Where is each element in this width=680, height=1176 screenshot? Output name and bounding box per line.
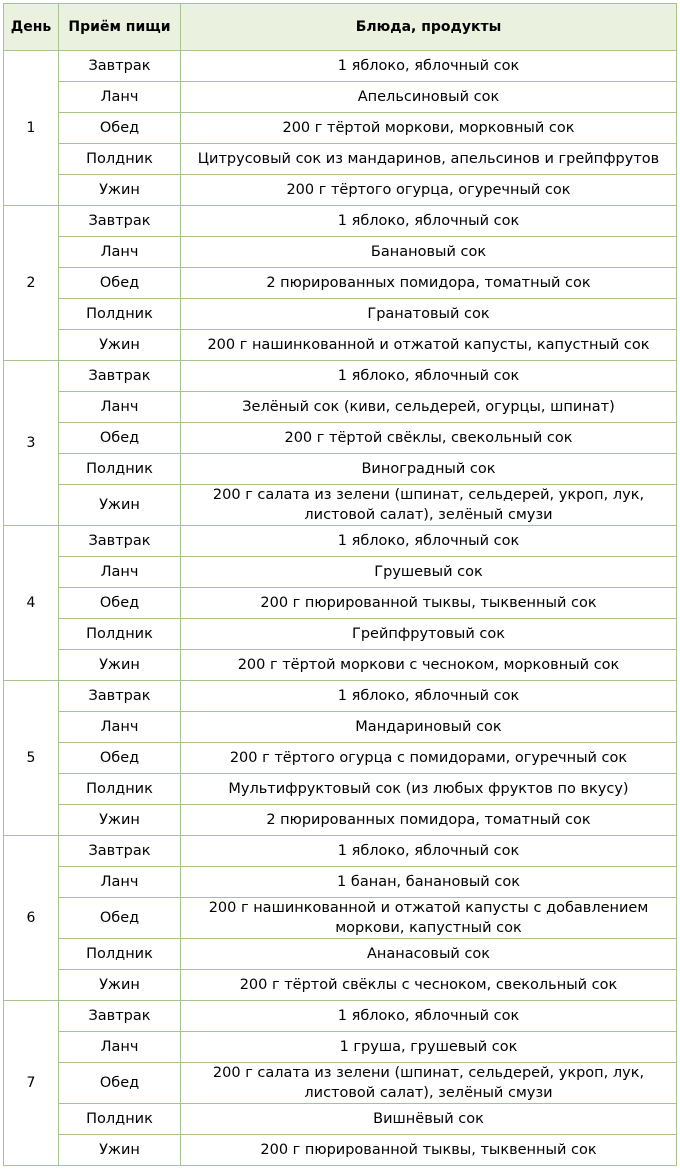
meal-name: Завтрак [59, 51, 181, 82]
dish-description: 200 г тёртой свёклы с чесноком, свекольный сок [181, 970, 677, 1001]
dish-description: 2 пюрированных помидора, томатный сок [181, 805, 677, 836]
table-row [4, 970, 677, 1001]
dish-description: 1 яблоко, яблочный сок [181, 361, 677, 392]
meal-name: Ужин [59, 805, 181, 836]
dish-description: 1 яблоко, яблочный сок [181, 681, 677, 712]
table-row [4, 268, 677, 299]
header-day: День [4, 4, 59, 51]
table-row [4, 237, 677, 268]
table-body [4, 51, 677, 1166]
meal-name: Полдник [59, 1104, 181, 1135]
dish-description: 1 яблоко, яблочный сок [181, 51, 677, 82]
dish-description: 1 яблоко, яблочный сок [181, 206, 677, 237]
meal-name: Полдник [59, 299, 181, 330]
table-row [4, 423, 677, 454]
table-row [4, 1001, 677, 1032]
dish-description: 200 г нашинкованной и отжатой капусты, капустный сок [181, 330, 677, 361]
meal-name: Завтрак [59, 526, 181, 557]
dish-description: Цитрусовый сок из мандаринов, апельсинов и грейпфрутов [181, 144, 677, 175]
meal-name: Завтрак [59, 206, 181, 237]
meal-name: Полдник [59, 939, 181, 970]
dish-description: 2 пюрированных помидора, томатный сок [181, 268, 677, 299]
meal-name: Обед [59, 268, 181, 299]
table-row [4, 898, 677, 939]
meal-name: Полдник [59, 144, 181, 175]
meal-name: Обед [59, 743, 181, 774]
meal-name: Завтрак [59, 1001, 181, 1032]
meal-name: Ужин [59, 970, 181, 1001]
table-row [4, 392, 677, 423]
day-number: 7 [4, 1001, 59, 1166]
dish-description: Грушевый сок [181, 557, 677, 588]
table-row [4, 330, 677, 361]
day-number: 1 [4, 51, 59, 206]
day-number: 4 [4, 526, 59, 681]
dish-description: 200 г тёртой моркови, морковный сок [181, 113, 677, 144]
table-row [4, 619, 677, 650]
day-number: 5 [4, 681, 59, 836]
day-number: 3 [4, 361, 59, 526]
meal-name: Обед [59, 898, 181, 939]
dish-description: 200 г пюрированной тыквы, тыквенный сок [181, 1135, 677, 1166]
table-row [4, 51, 677, 82]
meal-name: Ужин [59, 485, 181, 526]
table-row [4, 175, 677, 206]
table-row [4, 82, 677, 113]
meal-name: Обед [59, 588, 181, 619]
meal-name: Полдник [59, 619, 181, 650]
dish-description: 1 груша, грушевый сок [181, 1032, 677, 1063]
meal-name: Ужин [59, 330, 181, 361]
table-row [4, 526, 677, 557]
table-row [4, 588, 677, 619]
table-row [4, 299, 677, 330]
header-meal: Приём пищи [59, 4, 181, 51]
table-row [4, 1104, 677, 1135]
table-row [4, 485, 677, 526]
table-row [4, 454, 677, 485]
table-row [4, 681, 677, 712]
dish-description: 200 г тёртой свёклы, свекольный сок [181, 423, 677, 454]
dish-description: 200 г тёртого огурца с помидорами, огуречный сок [181, 743, 677, 774]
table-row [4, 650, 677, 681]
table-row [4, 805, 677, 836]
meal-name: Обед [59, 1063, 181, 1104]
table-header [4, 4, 677, 51]
table-row [4, 557, 677, 588]
dish-description: Вишнёвый сок [181, 1104, 677, 1135]
dish-description: Апельсиновый сок [181, 82, 677, 113]
dish-description: 200 г тёртого огурца, огуречный сок [181, 175, 677, 206]
dish-description: 200 г пюрированной тыквы, тыквенный сок [181, 588, 677, 619]
meal-name: Завтрак [59, 836, 181, 867]
meal-name: Полдник [59, 774, 181, 805]
dish-description: Гранатовый сок [181, 299, 677, 330]
table-row [4, 939, 677, 970]
dish-description: Ананасовый сок [181, 939, 677, 970]
meal-plan-table [3, 3, 677, 1166]
meal-name: Обед [59, 423, 181, 454]
dish-description: Виноградный сок [181, 454, 677, 485]
dish-description: Грейпфрутовый сок [181, 619, 677, 650]
dish-description: Банановый сок [181, 237, 677, 268]
table-row [4, 867, 677, 898]
meal-name: Ужин [59, 175, 181, 206]
dish-description: 1 яблоко, яблочный сок [181, 1001, 677, 1032]
table-row [4, 774, 677, 805]
dish-description: Зелёный сок (киви, сельдерей, огурцы, шпинат) [181, 392, 677, 423]
meal-name: Ланч [59, 1032, 181, 1063]
meal-name: Ланч [59, 237, 181, 268]
meal-name: Ужин [59, 1135, 181, 1166]
table-row [4, 1135, 677, 1166]
meal-name: Завтрак [59, 681, 181, 712]
meal-name: Завтрак [59, 361, 181, 392]
day-number: 2 [4, 206, 59, 361]
table-row [4, 712, 677, 743]
day-number: 6 [4, 836, 59, 1001]
table-row [4, 206, 677, 237]
dish-description: Мультифруктовый сок (из любых фруктов по вкусу) [181, 774, 677, 805]
header-row [4, 4, 677, 51]
table-row [4, 361, 677, 392]
meal-name: Ланч [59, 557, 181, 588]
table-row [4, 1063, 677, 1104]
dish-description: 1 яблоко, яблочный сок [181, 526, 677, 557]
meal-name: Ланч [59, 82, 181, 113]
table-row [4, 743, 677, 774]
dish-description: Мандариновый сок [181, 712, 677, 743]
dish-description: 200 г нашинкованной и отжатой капусты с добавлением моркови, капустный сок [181, 898, 677, 939]
dish-description: 1 банан, банановый сок [181, 867, 677, 898]
meal-name: Обед [59, 113, 181, 144]
table-row [4, 113, 677, 144]
meal-name: Ужин [59, 650, 181, 681]
dish-description: 200 г салата из зелени (шпинат, сельдерей, укроп, лук, листовой салат), зелёный смузи [181, 1063, 677, 1104]
dish-description: 200 г салата из зелени (шпинат, сельдерей, укроп, лук, листовой салат), зелёный смузи [181, 485, 677, 526]
table-row [4, 1032, 677, 1063]
table-row [4, 836, 677, 867]
meal-name: Ланч [59, 867, 181, 898]
meal-name: Ланч [59, 392, 181, 423]
header-dishes: Блюда, продукты [181, 4, 677, 51]
meal-name: Ланч [59, 712, 181, 743]
dish-description: 200 г тёртой моркови с чесноком, морковный сок [181, 650, 677, 681]
table-row [4, 144, 677, 175]
dish-description: 1 яблоко, яблочный сок [181, 836, 677, 867]
meal-name: Полдник [59, 454, 181, 485]
